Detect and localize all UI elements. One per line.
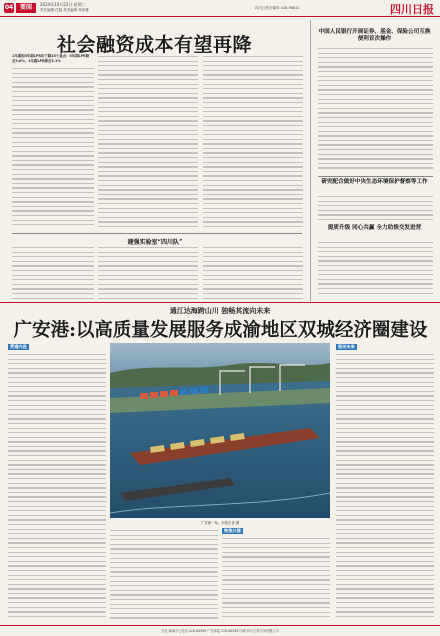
body-text-col2 [98,56,198,231]
headline-central-bank: 中国人民银行开展证券、基金、保险公司互换便利首次操作 [318,29,431,42]
body-text-lab-col2 [98,247,198,302]
editor-line: 责任编辑 任翔 美术编辑 杨家雄 [40,8,89,12]
newspaper-logo: 四川日报 [390,3,434,16]
body-text-guangan-col1 [8,354,106,619]
divider [318,176,433,177]
body-text-col1 [12,68,94,228]
column-divider [310,20,311,302]
page-footer: 总社·新闻中心电话 028-86968 广告承接 028-86968 印刷 四川日报印务有限公司 [0,625,440,636]
issue-date: 2024年10月22日 星期二 [40,2,86,7]
section-divider [0,302,440,303]
divider [12,233,302,234]
page-header [0,0,440,17]
port-photo [110,343,330,518]
section-label-logistics: 物流兴港 [224,528,241,533]
section-label-connect: 贯通内连 [10,344,27,349]
body-text-lab-col3 [203,247,303,302]
headline-lab: 建强实验室“四川队” [127,239,183,246]
header-contact: 四川日报全媒体 028-96811 [255,6,300,10]
body-text-col3 [203,56,303,231]
lead-lpr: 1年期和5年期LPR均下降25个基点：5年期LPR降至3.6%；1年期LPR降至3.1% [12,54,90,63]
body-text-lab-col1 [12,247,94,302]
headline-eco-inspection: 研究配合做好中央生态环境保护督察等工作 [321,179,428,185]
body-text-guangan-col4 [336,354,434,619]
headline-lpr: 社会融资成本有望再降 [56,34,252,56]
headline-guangan: 广安港:以高质量发展服务成渝地区双城经济圈建设 [13,320,428,341]
body-text-eco [318,196,433,222]
body-text-upgrade [318,242,433,297]
section-label: 要闻 [16,3,36,13]
kicker-guangan: 通江达海跨山川 独畅其流向未来 [169,306,271,315]
photo-caption: 广安港一角。本报记者 摄 [200,521,240,525]
page-number: 04 [4,4,14,11]
headline-upgrade: 提质升级 同心共赢 全力助推交发进营 [327,225,422,231]
body-text-guangan-col2 [110,530,218,620]
body-text-central-bank [318,48,433,174]
body-text-guangan-col3 [222,538,330,620]
section-label-future: 驱动未来 [338,344,355,349]
